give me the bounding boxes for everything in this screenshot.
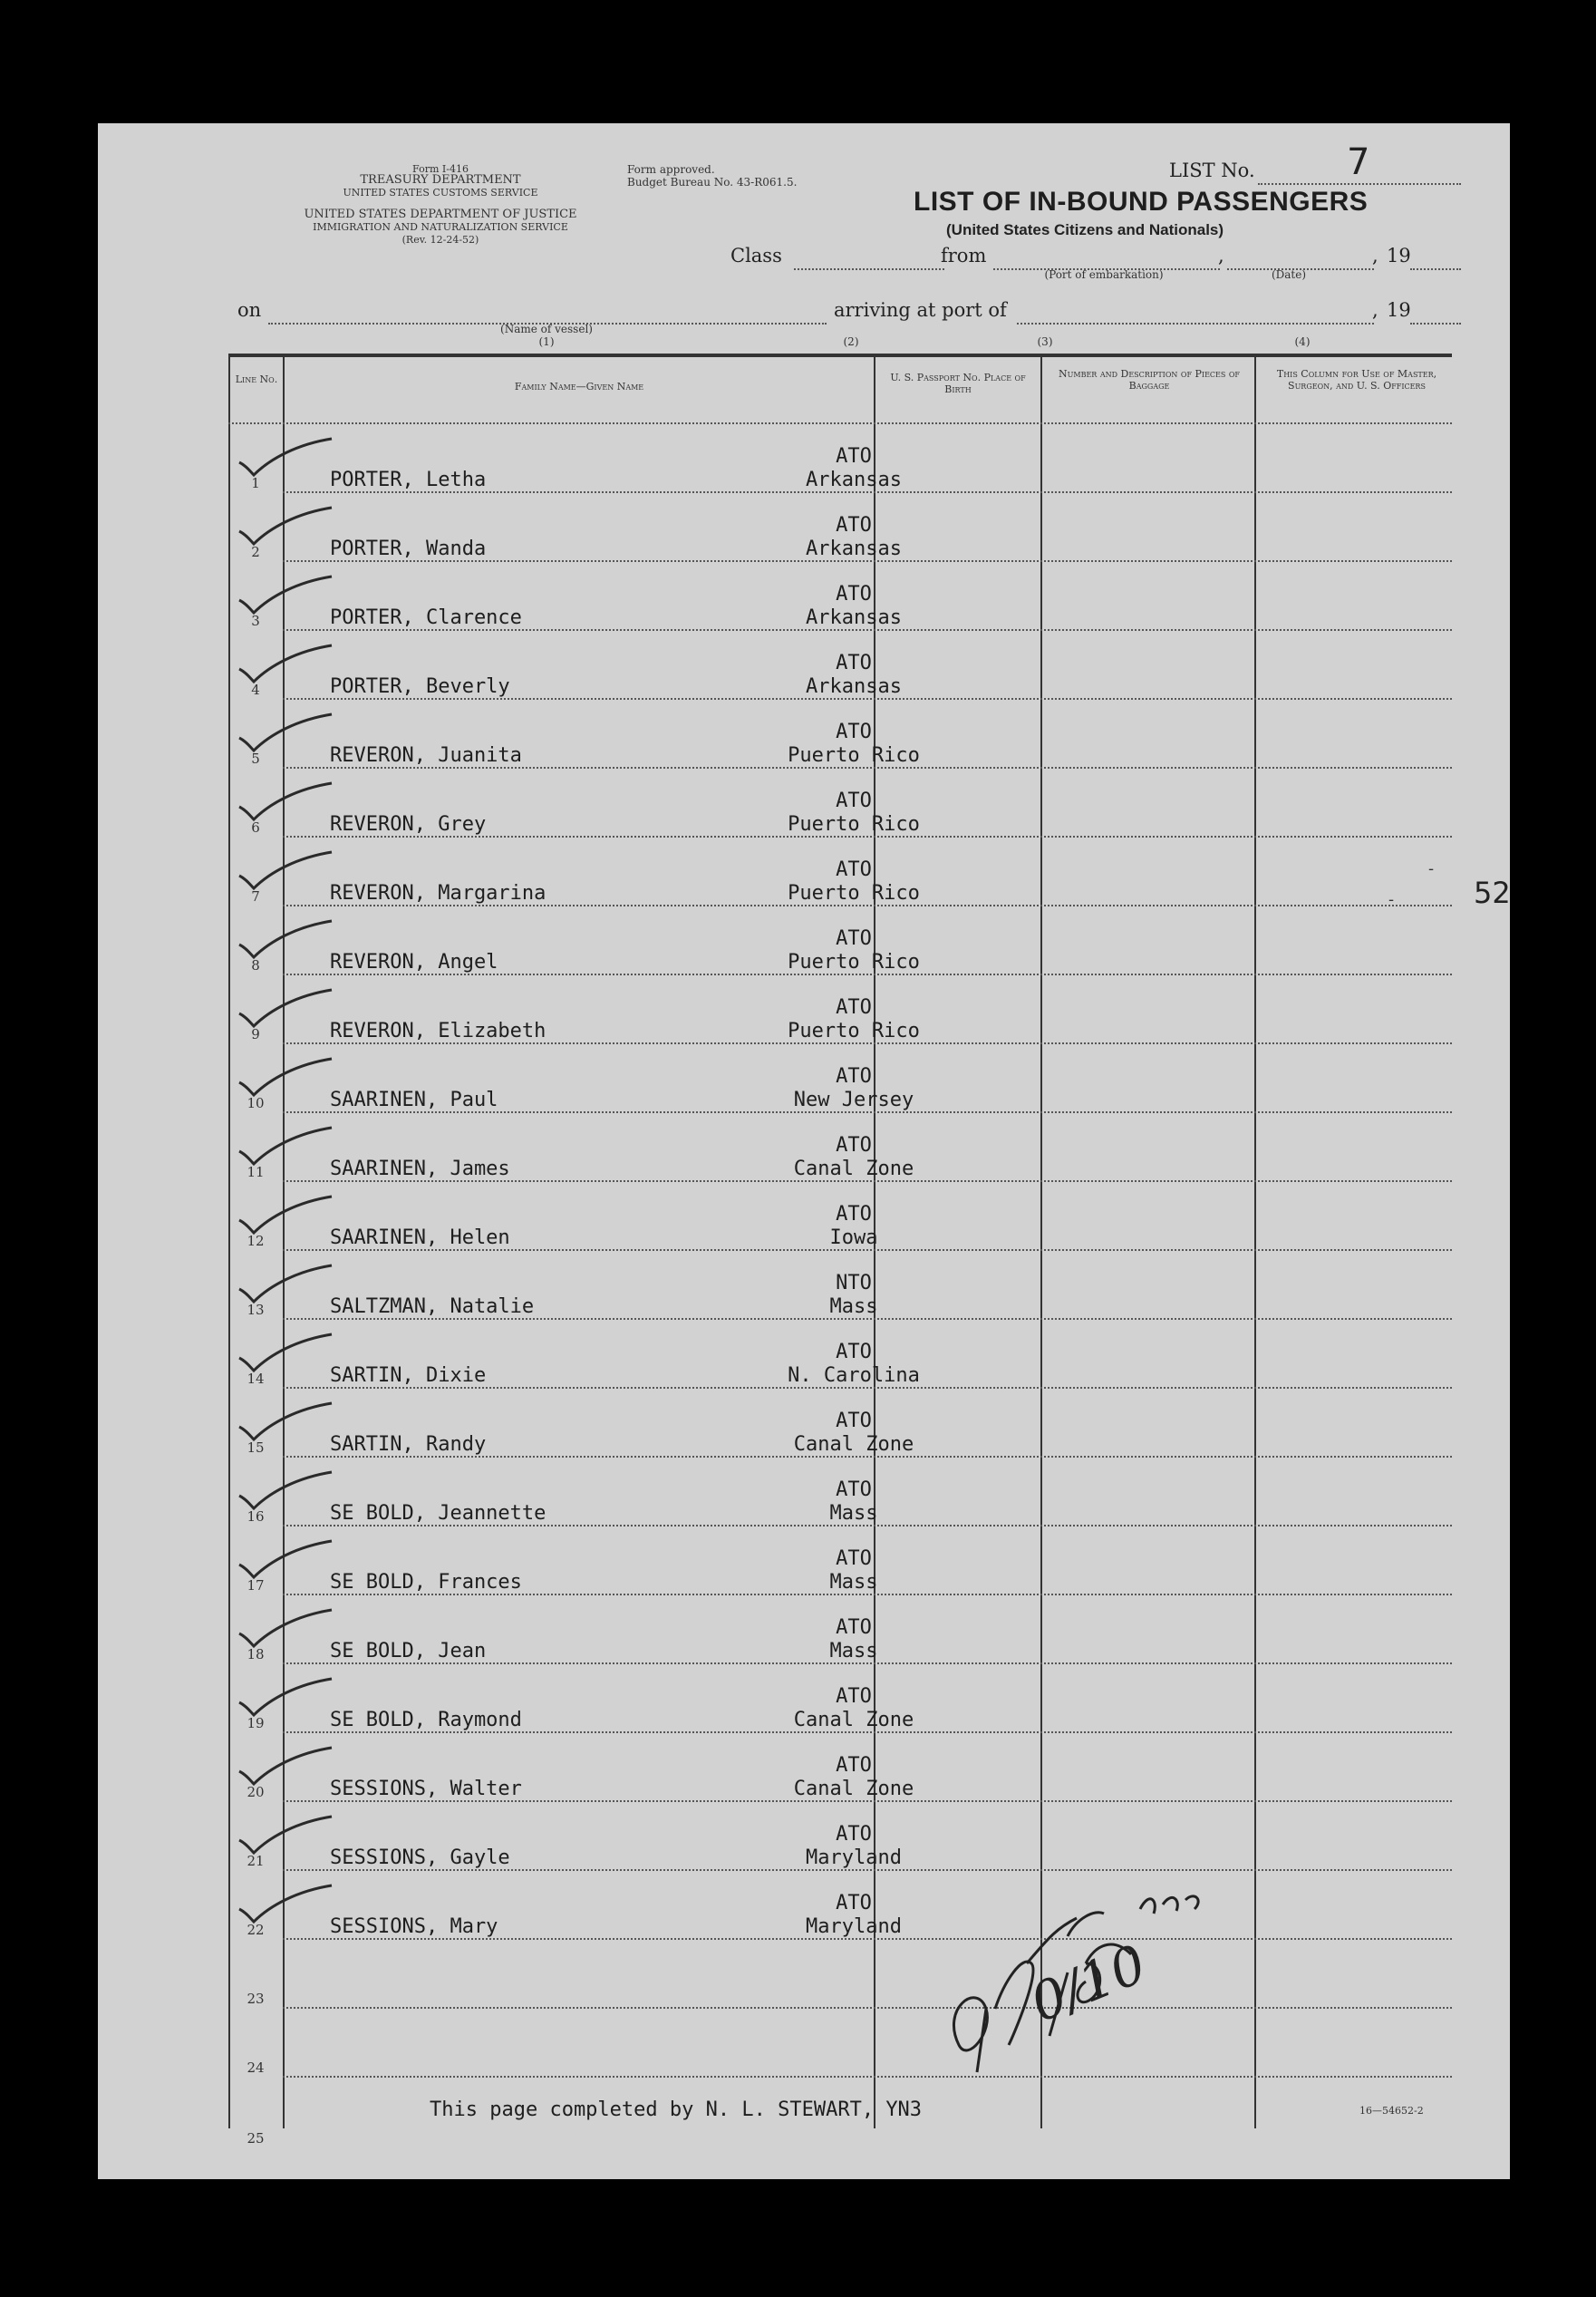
check-mark-icon — [234, 504, 335, 548]
col-header-name: Family Name—Given Name — [514, 381, 644, 393]
passenger-name: REVERON, Margarina — [330, 882, 547, 905]
passenger-name: SESSIONS, Walter — [330, 1778, 522, 1800]
passport-no: ATO — [836, 445, 872, 468]
line-number: 17 — [247, 1577, 265, 1594]
line-number: 12 — [247, 1233, 265, 1249]
line-number: 15 — [247, 1439, 265, 1456]
line-number: 23 — [247, 1991, 265, 2007]
passenger-name: REVERON, Angel — [330, 951, 498, 974]
table-row — [228, 769, 1452, 838]
table-row — [228, 1595, 1452, 1664]
check-mark-icon — [234, 1882, 335, 1925]
table-row — [228, 1389, 1452, 1458]
passport-no: ATO — [836, 1616, 872, 1639]
line-number: 21 — [247, 1853, 265, 1869]
table-row — [228, 1526, 1452, 1595]
passenger-name: SE BOLD, Raymond — [330, 1709, 522, 1731]
place-of-birth: Iowa — [829, 1226, 878, 1249]
table-row — [228, 1320, 1452, 1389]
line-number: 8 — [251, 957, 260, 974]
class-label: Class — [730, 245, 782, 267]
line-number: 10 — [247, 1095, 265, 1111]
list-no-label: LIST No. — [1169, 160, 1255, 181]
place-of-birth: Maryland — [806, 1915, 902, 1938]
check-mark-icon — [234, 711, 335, 754]
customs-service: UNITED STATES CUSTOMS SERVICE — [343, 187, 538, 199]
check-mark-icon — [234, 1468, 335, 1512]
check-mark-icon — [234, 642, 335, 685]
officer-mark: - — [1388, 890, 1395, 909]
passport-no: ATO — [836, 1892, 872, 1914]
passenger-name: SE BOLD, Jean — [330, 1640, 487, 1662]
passport-no: ATO — [836, 1754, 872, 1777]
place-of-birth: Arkansas — [806, 538, 902, 560]
passport-no: ATO — [836, 1410, 872, 1432]
table-row — [228, 493, 1452, 562]
place-of-birth: New Jersey — [793, 1089, 914, 1111]
place-of-birth: Mass — [829, 1571, 878, 1594]
check-mark-icon — [234, 1331, 335, 1374]
table-row — [228, 1044, 1452, 1113]
table-row — [228, 1802, 1452, 1871]
table-row — [228, 1733, 1452, 1802]
footer-completed-by: This page completed by N. L. STEWART, YN3 — [430, 2098, 923, 2121]
place-of-birth: Maryland — [806, 1846, 902, 1869]
place-of-birth: Puerto Rico — [788, 1020, 920, 1042]
check-mark-icon — [234, 1193, 335, 1236]
place-of-birth: Puerto Rico — [788, 951, 920, 974]
passport-no: ATO — [836, 1134, 872, 1157]
passenger-name: PORTER, Letha — [330, 469, 487, 491]
col-header-line: Line No. — [235, 373, 278, 385]
officer-mark: - — [1428, 859, 1435, 878]
check-mark-icon — [234, 1400, 335, 1443]
form-approved: Form approved. — [627, 163, 715, 176]
line-number: 1 — [251, 475, 260, 491]
signature-date: 0/10 — [1021, 1933, 1156, 2034]
passenger-name: SESSIONS, Gayle — [330, 1846, 510, 1869]
on-label: on — [237, 299, 262, 321]
ins-service: IMMIGRATION AND NATURALIZATION SERVICE — [313, 221, 568, 233]
col-header-officers: This Column for Use of Master, Surgeon, and U. S. Officers — [1276, 368, 1437, 392]
passenger-name: SE BOLD, Frances — [330, 1571, 522, 1594]
place-of-birth: N. Carolina — [788, 1364, 920, 1387]
passenger-name: SALTZMAN, Natalie — [330, 1295, 535, 1318]
line-number: 2 — [251, 544, 260, 560]
passenger-name: SAARINEN, Helen — [330, 1226, 510, 1249]
table-row — [228, 975, 1452, 1044]
passenger-name: PORTER, Wanda — [330, 538, 487, 560]
passport-no: ATO — [836, 858, 872, 881]
passport-no: ATO — [836, 1547, 872, 1570]
passport-no: ATO — [836, 996, 872, 1019]
table-row — [228, 1113, 1452, 1182]
check-mark-icon — [234, 435, 335, 479]
passport-no: ATO — [836, 927, 872, 950]
check-mark-icon — [234, 1262, 335, 1305]
check-mark-icon — [234, 1606, 335, 1650]
year-prefix: 19 — [1387, 245, 1411, 267]
table-row — [228, 1182, 1452, 1251]
table-row — [228, 424, 1452, 493]
passenger-name: PORTER, Beverly — [330, 675, 510, 698]
check-mark-icon — [234, 1813, 335, 1856]
passport-no: NTO — [836, 1272, 872, 1294]
form-subtitle: (United States Citizens and Nationals) — [946, 221, 1224, 238]
officer-note: 52 — [1474, 876, 1511, 910]
passenger-name: SE BOLD, Jeannette — [330, 1502, 547, 1525]
passenger-name: SARTIN, Dixie — [330, 1364, 487, 1387]
table-row — [228, 1664, 1452, 1733]
col-header-passport: U. S. Passport No. Place of Birth — [890, 372, 1026, 395]
passenger-name: REVERON, Grey — [330, 813, 487, 836]
check-mark-icon — [234, 1124, 335, 1168]
line-number: 20 — [247, 1784, 265, 1800]
form-title: LIST OF IN-BOUND PASSENGERS — [914, 187, 1369, 217]
place-of-birth: Canal Zone — [793, 1158, 914, 1180]
arriving-label: arriving at port of — [834, 299, 1007, 321]
place-of-birth: Canal Zone — [793, 1433, 914, 1456]
line-number: 11 — [247, 1164, 265, 1180]
place-of-birth: Mass — [829, 1502, 878, 1525]
passport-no: ATO — [836, 1685, 872, 1708]
line-number: 5 — [251, 751, 260, 767]
place-of-birth: Arkansas — [806, 606, 902, 629]
line-number: 19 — [247, 1715, 265, 1731]
check-mark-icon — [234, 917, 335, 961]
line-number: 4 — [251, 682, 260, 698]
print-code: 16—54652-2 — [1359, 2105, 1424, 2117]
line-number: 9 — [251, 1026, 260, 1042]
line-number: 14 — [247, 1371, 265, 1387]
line-number: 18 — [247, 1646, 265, 1662]
passport-no: ATO — [836, 583, 872, 606]
passport-no: ATO — [836, 1478, 872, 1501]
passport-no: ATO — [836, 1823, 872, 1846]
line-number: 25 — [247, 2130, 265, 2147]
passenger-name: SARTIN, Randy — [330, 1433, 487, 1456]
line-number: 16 — [247, 1508, 265, 1525]
place-of-birth: Canal Zone — [793, 1778, 914, 1800]
treasury-dept: TREASURY DEPARTMENT — [360, 173, 521, 187]
check-mark-icon — [234, 1055, 335, 1099]
line-number: 24 — [247, 2060, 265, 2076]
table-row — [228, 1871, 1452, 1940]
passport-no: ATO — [836, 514, 872, 537]
passenger-name: REVERON, Elizabeth — [330, 1020, 547, 1042]
passport-no: ATO — [836, 1341, 872, 1363]
vessel-caption: (Name of vessel) — [500, 323, 593, 335]
passenger-name: SAARINEN, Paul — [330, 1089, 498, 1111]
place-of-birth: Arkansas — [806, 469, 902, 491]
handwritten-signature — [923, 1827, 1231, 2099]
check-mark-icon — [234, 1744, 335, 1788]
passport-no: ATO — [836, 652, 872, 674]
passport-no: ATO — [836, 721, 872, 743]
check-mark-icon — [234, 1675, 335, 1719]
table-row — [228, 1458, 1452, 1526]
passenger-name: SESSIONS, Mary — [330, 1915, 498, 1938]
justice-dept: UNITED STATES DEPARTMENT OF JUSTICE — [304, 208, 577, 221]
budget-bureau: Budget Bureau No. 43-R061.5. — [627, 176, 798, 189]
check-mark-icon — [234, 1537, 335, 1581]
passport-no: ATO — [836, 790, 872, 812]
form-sheet: Form I-416 TREASURY DEPARTMENT UNITED STATES CUSTOMS SERVICE UNITED STATES DEPARTMENT OF JUSTICE IMMIGRATION AND NATURALIZATION SERVICE (Rev. 12-24-52) Form approved. Budget Bureau No. 43-R061.5. LIST No. 7 LIST OF IN-BOUND PASSENGERS (United States Citizens and Nationals) Class from , , 19 (Port of embarkation) (Date) on arriving at port of , 19 (Name of vessel) (1) (2) (3) (4) Line No. Family Name—Given Name U. S. Passport No. Place of Birth Number and Description of Pieces of Baggage This Column for Use of Master, Surgeon, and U. S. Officers 1 PORTER, Letha ATO Arkansas 2 PORTER, Wanda ATO Arkansas 3 PORTER, Clarence ATO Arkansas 4 PORTER, Beverly ATO Arkansas 5 REVERON, Juanita ATO Puerto Rico 6 REVERON, Grey ATO Puerto Rico 7 REVERON, Margarina ATO Puerto Rico 8 REVERON, Angel ATO Puerto Rico 9 REVERON, Elizabeth ATO Puerto Rico 10 SAARINEN, Paul ATO New Jersey 11 SAARINEN, James ATO Canal Zone 12 SAARINEN, Helen ATO Iowa 13 SALTZMAN, Natalie NTO Mass 14 SARTIN, Dixie ATO N. Carolina 15 SARTIN, Randy ATO Canal Zone 16 SE BOLD, Jeannette ATO Mass 17 SE BOLD, Frances ATO Mass 18 SE BOLD, Jean ATO Mass 19 SE BOLD, Raymond ATO Canal Zone 20 SESSIONS, Walter ATO Canal Zone 21 SESSIONS, Gayle ATO Maryland 22 SESSIONS, Mary ATO Maryland 23 24 25 52 - - This page completed by N. L. STEWART, YN3 0/10 16—54652-2 — [98, 123, 1510, 2179]
line-number: 22 — [247, 1922, 265, 1938]
table-row — [228, 1251, 1452, 1320]
port-caption: (Port of embarkation) — [1044, 268, 1164, 281]
passenger-table — [228, 354, 1511, 2147]
place-of-birth: Puerto Rico — [788, 882, 920, 905]
place-of-birth: Canal Zone — [793, 1709, 914, 1731]
list-no-value: 7 — [1347, 141, 1370, 183]
place-of-birth: Mass — [829, 1295, 878, 1318]
place-of-birth: Arkansas — [806, 675, 902, 698]
check-mark-icon — [234, 573, 335, 616]
check-mark-icon — [234, 848, 335, 892]
line-number: 6 — [251, 819, 260, 836]
table-row — [228, 838, 1452, 906]
year-prefix-2: 19 — [1387, 299, 1411, 321]
line-number: 13 — [247, 1302, 265, 1318]
table-row — [228, 631, 1452, 700]
form-number: Form I-416 — [412, 163, 469, 175]
passport-no: ATO — [836, 1065, 872, 1088]
place-of-birth: Mass — [829, 1640, 878, 1662]
passenger-name: SAARINEN, James — [330, 1158, 510, 1180]
check-mark-icon — [234, 780, 335, 823]
line-number: 3 — [251, 613, 260, 629]
place-of-birth: Puerto Rico — [788, 744, 920, 767]
from-label: from — [941, 245, 987, 267]
table-row — [228, 562, 1452, 631]
form-revision: (Rev. 12-24-52) — [401, 234, 479, 246]
table-row — [228, 2009, 1452, 2078]
passport-no: ATO — [836, 1203, 872, 1226]
place-of-birth: Puerto Rico — [788, 813, 920, 836]
line-number: 7 — [251, 888, 260, 905]
passenger-name: REVERON, Juanita — [330, 744, 522, 767]
passenger-name: PORTER, Clarence — [330, 606, 522, 629]
check-mark-icon — [234, 986, 335, 1030]
table-row — [228, 906, 1452, 975]
table-row — [228, 700, 1452, 769]
date-caption: (Date) — [1271, 268, 1307, 281]
col-header-baggage: Number and Description of Pieces of Baggage — [1059, 368, 1240, 392]
table-row — [228, 1940, 1452, 2009]
